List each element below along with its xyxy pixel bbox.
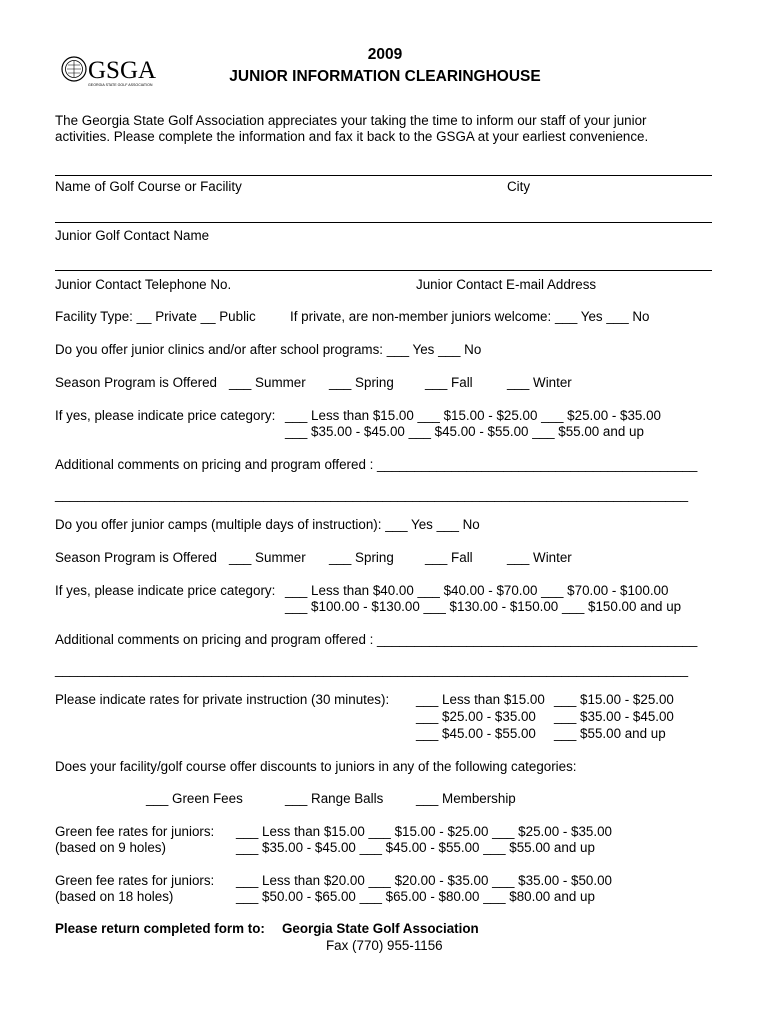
- junior-contact-label: Junior Golf Contact Name: [55, 228, 210, 243]
- green-fee-18-options-2[interactable]: ___ $50.00 - $65.00 ___ $65.00 - $80.00 ___ $80.00 and up: [236, 889, 595, 904]
- private-instruction-label: Please indicate rates for private instruction (30 minutes):: [55, 692, 390, 707]
- contact-phone-email-field[interactable]: [55, 270, 712, 271]
- clinics-winter-option[interactable]: ___ Winter: [507, 375, 572, 390]
- camps-season-label: Season Program is Offered: [55, 550, 218, 565]
- green-fee-18-label: Green fee rates for juniors:: [55, 873, 215, 888]
- intro-line-2: activities. Please complete the information and fax it back to the GSGA at your earliest convenience.: [55, 129, 649, 144]
- camps-price-options-1[interactable]: ___ Less than $40.00 ___ $40.00 - $70.00 ___ $70.00 - $100.00: [285, 583, 669, 598]
- fax-number: Fax (770) 955-1156: [326, 938, 443, 953]
- city-label: City: [507, 179, 531, 194]
- green-fee-9-options-2[interactable]: ___ $35.00 - $45.00 ___ $45.00 - $55.00 ___ $55.00 and up: [236, 840, 595, 855]
- clinics-comments-line-2[interactable]: _____________________________________________________________________________________: [55, 487, 689, 502]
- camps-comments-field[interactable]: Additional comments on pricing and program offered : ___________________________________________: [55, 632, 698, 647]
- discount-range-balls-option[interactable]: ___ Range Balls: [285, 791, 384, 806]
- camps-summer-option[interactable]: ___ Summer: [229, 550, 306, 565]
- logo-text: GSGA: [88, 57, 157, 84]
- camps-winter-option[interactable]: ___ Winter: [507, 550, 572, 565]
- clinics-fall-option[interactable]: ___ Fall: [425, 375, 473, 390]
- course-name-label: Name of Golf Course or Facility: [55, 179, 242, 194]
- clinics-spring-option[interactable]: ___ Spring: [329, 375, 394, 390]
- return-label: Please return completed form to:: [55, 921, 265, 936]
- email-label: Junior Contact E-mail Address: [416, 277, 597, 292]
- private-rate-option[interactable]: ___ $15.00 - $25.00: [554, 692, 674, 707]
- private-rate-option[interactable]: ___ $45.00 - $55.00: [416, 726, 536, 741]
- green-fee-9-label: Green fee rates for juniors:: [55, 824, 215, 839]
- discount-membership-option[interactable]: ___ Membership: [416, 791, 516, 806]
- green-fee-9-options-1[interactable]: ___ Less than $15.00 ___ $15.00 - $25.00 ___ $25.00 - $35.00: [236, 824, 612, 839]
- course-name-field[interactable]: [55, 175, 712, 176]
- camps-question[interactable]: Do you offer junior camps (multiple days of instruction): ___ Yes ___ No: [55, 517, 480, 532]
- facility-type[interactable]: Facility Type: __ Private __ Public: [55, 309, 256, 324]
- discount-green-fees-option[interactable]: ___ Green Fees: [146, 791, 243, 806]
- nonmember-question[interactable]: If private, are non-member juniors welcome: ___ Yes ___ No: [290, 309, 650, 324]
- clinics-comments-field[interactable]: Additional comments on pricing and program offered : ___________________________________________: [55, 457, 698, 472]
- camps-spring-option[interactable]: ___ Spring: [329, 550, 394, 565]
- private-rate-option[interactable]: ___ $35.00 - $45.00: [554, 709, 674, 724]
- clinics-price-options-1[interactable]: ___ Less than $15.00 ___ $15.00 - $25.00 ___ $25.00 - $35.00: [285, 408, 661, 423]
- camps-price-options-2[interactable]: ___ $100.00 - $130.00 ___ $130.00 - $150.00 ___ $150.00 and up: [285, 599, 682, 614]
- private-rate-option[interactable]: ___ $25.00 - $35.00: [416, 709, 536, 724]
- camps-fall-option[interactable]: ___ Fall: [425, 550, 473, 565]
- private-rate-option[interactable]: ___ $55.00 and up: [554, 726, 666, 741]
- private-rate-option[interactable]: ___ Less than $15.00: [416, 692, 545, 707]
- phone-label: Junior Contact Telephone No.: [55, 277, 232, 292]
- intro-line-1: The Georgia State Golf Association appreciates your taking the time to inform our staff of your junior: [55, 113, 647, 128]
- clinics-price-options-2[interactable]: ___ $35.00 - $45.00 ___ $45.00 - $55.00 ___ $55.00 and up: [285, 424, 644, 439]
- junior-contact-field[interactable]: [55, 222, 712, 223]
- clinics-price-label: If yes, please indicate price category:: [55, 408, 276, 423]
- camps-price-label: If yes, please indicate price category:: [55, 583, 276, 598]
- clinics-summer-option[interactable]: ___ Summer: [229, 375, 306, 390]
- clinics-season-label: Season Program is Offered: [55, 375, 218, 390]
- green-fee-9-sublabel: (based on 9 holes): [55, 840, 166, 855]
- return-organization: Georgia State Golf Association: [282, 921, 479, 936]
- discounts-question: Does your facility/golf course offer discounts to juniors in any of the following categories:: [55, 759, 577, 774]
- green-fee-18-sublabel: (based on 18 holes): [55, 889, 174, 904]
- form-year: 2009: [367, 46, 403, 63]
- clinics-question[interactable]: Do you offer junior clinics and/or after school programs: ___ Yes ___ No: [55, 342, 482, 357]
- form-title: JUNIOR INFORMATION CLEARINGHOUSE: [229, 68, 541, 85]
- camps-comments-line-2[interactable]: _____________________________________________________________________________________: [55, 662, 689, 677]
- logo-tagline: GEORGIA STATE GOLF ASSOCIATION: [88, 83, 153, 87]
- green-fee-18-options-1[interactable]: ___ Less than $20.00 ___ $20.00 - $35.00 ___ $35.00 - $50.00: [236, 873, 612, 888]
